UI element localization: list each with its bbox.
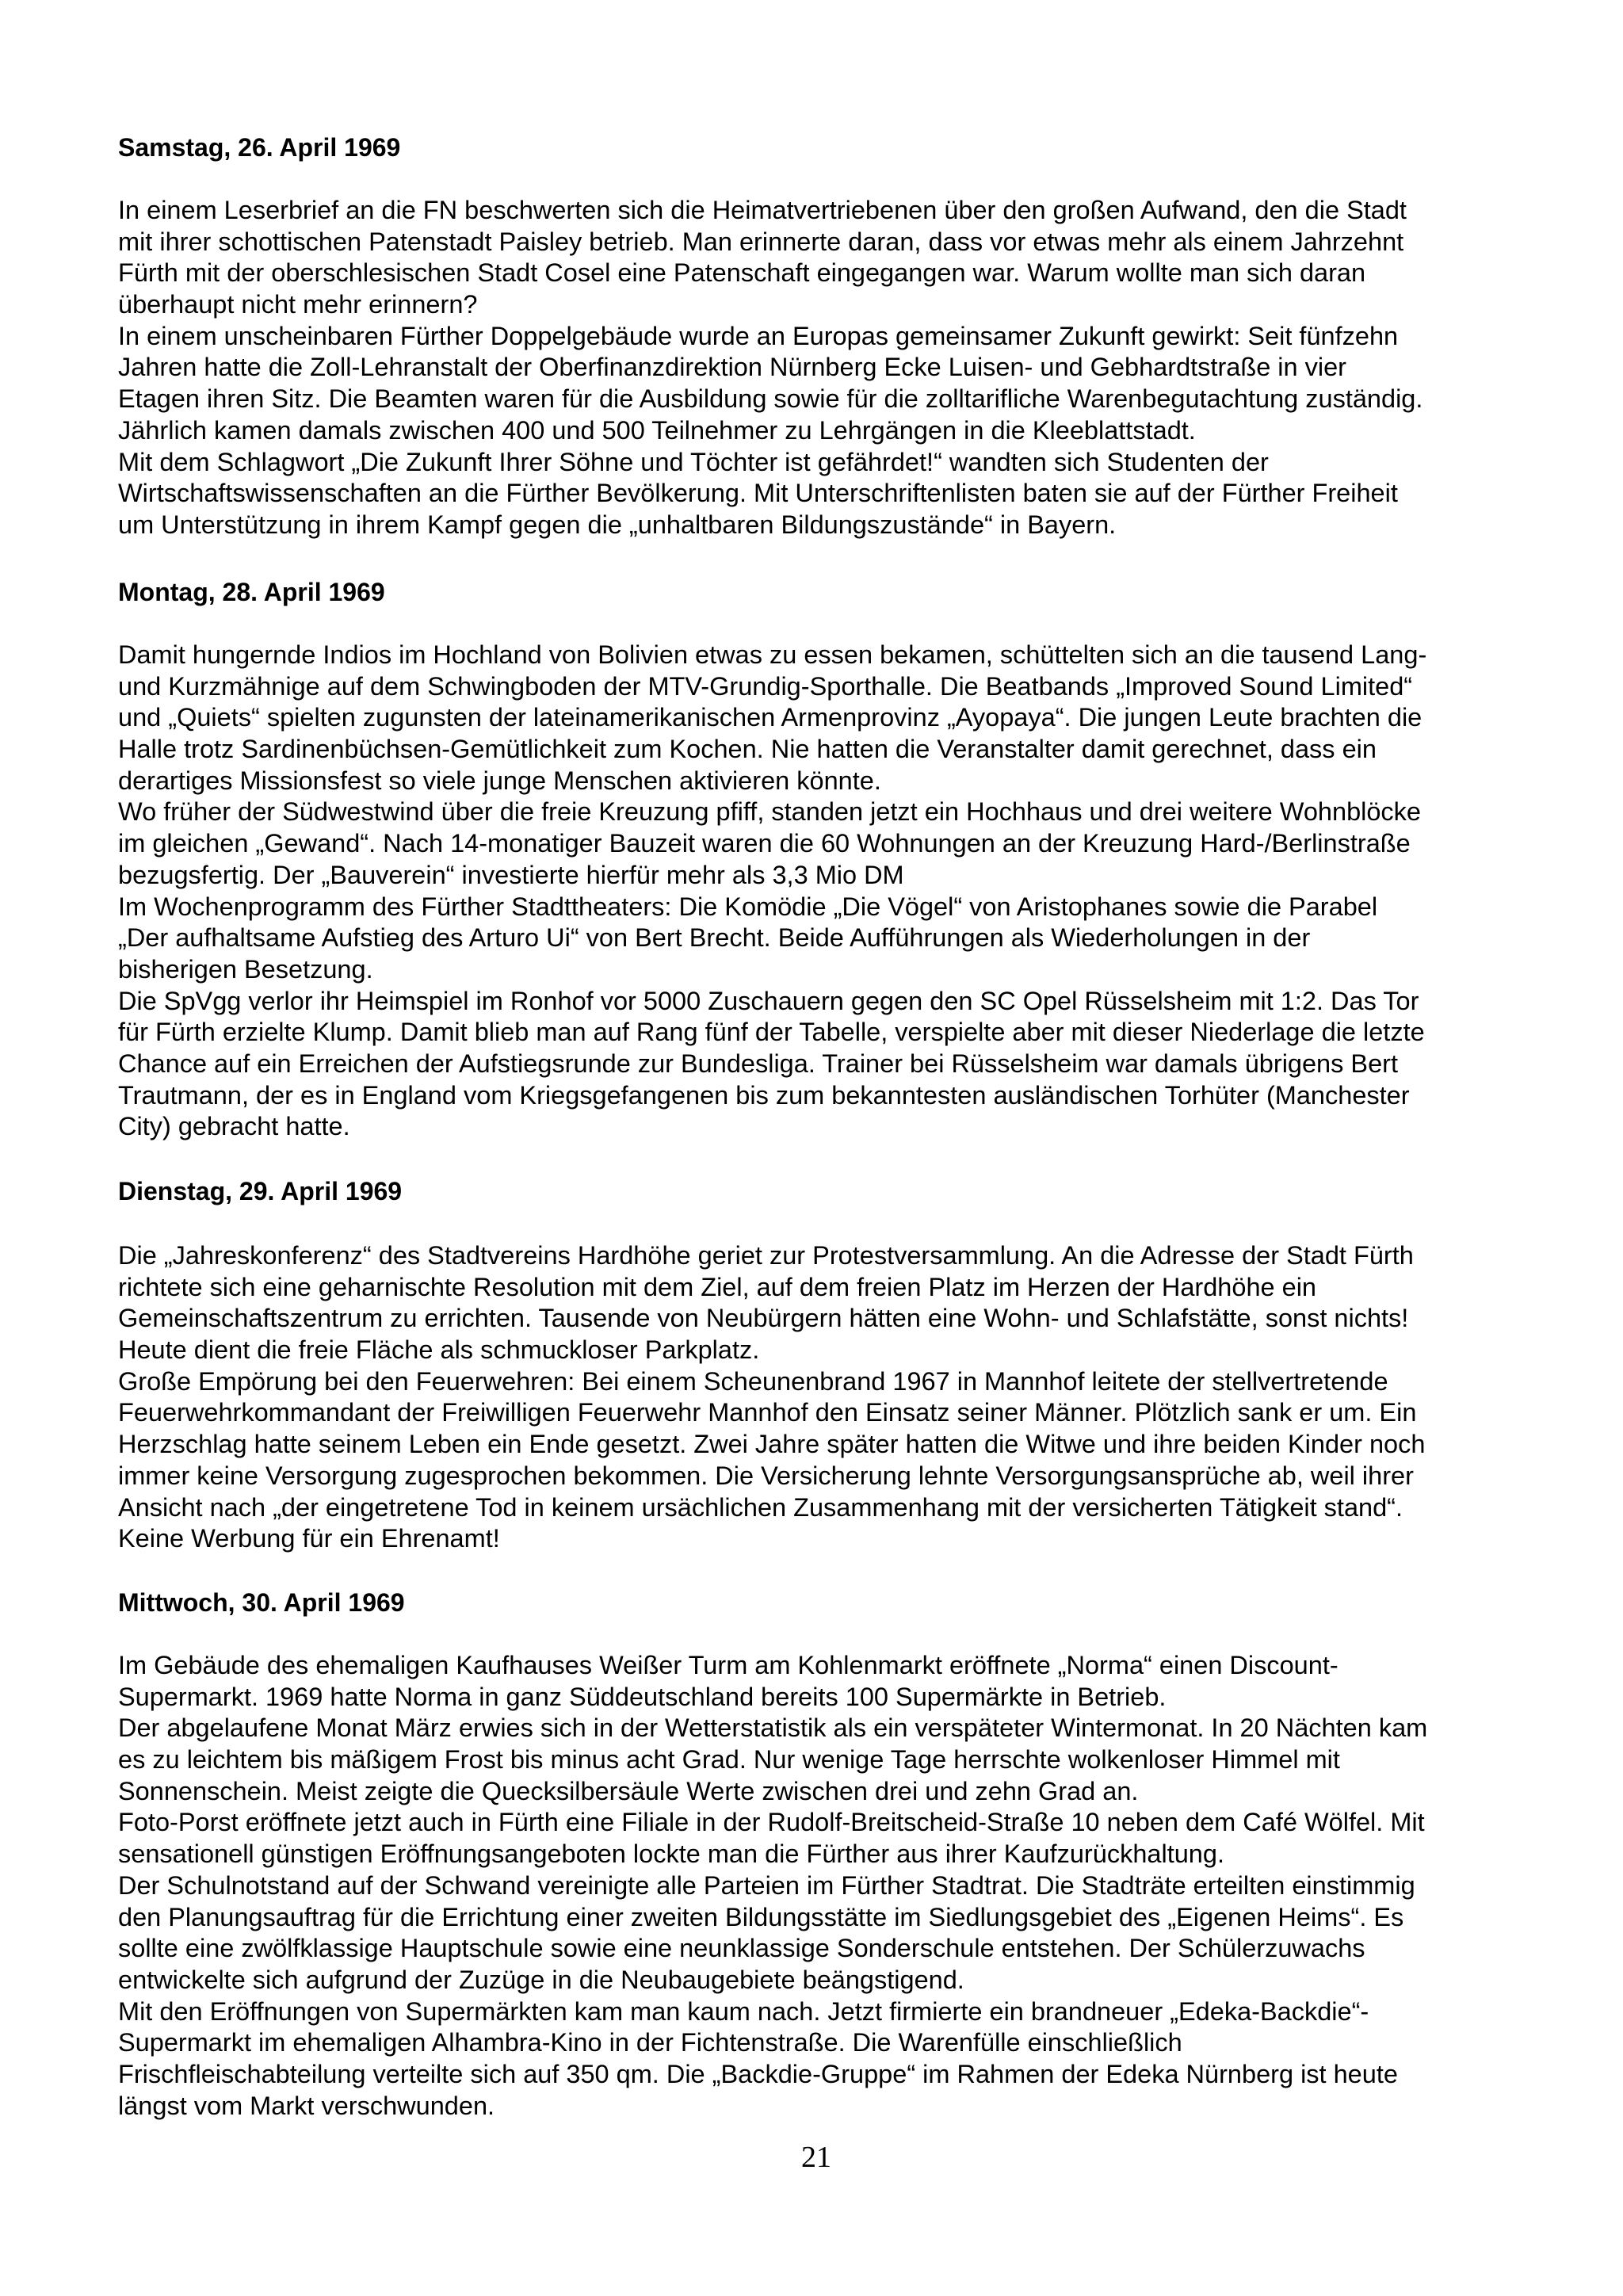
text-line: In einem Leserbrief an die FN beschwerten sich die Heimatvertriebenen über den großen Aufwand, den die Stadt [118,196,1407,224]
section-mittwoch [118,1587,1545,2122]
text-line: derartiges Missionsfest so viele junge Menschen aktivieren könnte. [118,766,881,795]
text-line: Mit den Eröffnungen von Supermärkten kam man kaum nach. Jetzt firmierte ein brandneuer „Edeka-Backdie“- [118,1996,1369,2026]
text-line: um Unterstützung in ihrem Kampf gegen die „unhaltbaren Bildungszustände“ in Bayern. [118,510,1117,539]
text-line: Im Gebäude des ehemaligen Kaufhauses Weißer Turm am Kohlenmarkt eröffnete „Norma“ einen Discount- [118,1651,1338,1679]
section-montag [118,576,1545,1143]
text-line: richtete sich eine geharnischte Resolution mit dem Ziel, auf dem freien Platz im Herzen der Hardhöhe ein [118,1272,1316,1301]
section-body [118,1240,1545,1555]
text-line: längst vom Markt verschwunden. [118,2091,495,2120]
text-line: Keine Werbung für ein Ehrenamt! [118,1524,500,1553]
text-line: sensationell günstigen Eröffnungsangeboten lockte man die Fürther aus ihrer Kaufzurückhaltung. [118,1839,1224,1869]
section-dienstag [118,1175,1545,1555]
section-body [118,1650,1545,2122]
text-line: City) gebracht hatte. [118,1112,350,1141]
text-line: Gemeinschaftszentrum zu errichten. Tausende von Neubürgern hätten eine Wohn- und Schlafstätte, sonst nichts! [118,1304,1409,1333]
section-body [118,640,1545,1143]
text-line: Trautmann, der es in England vom Kriegsgefangenen bis zum bekanntesten ausländischen Torhüter (Manchester [118,1080,1410,1110]
text-line: und Kurzmähnige auf dem Schwingboden der MTV-Grundig-Sporthalle. Die Beatbands „Improved Sound Limited“ [118,671,1413,701]
text-line: Fürth mit der oberschlesischen Stadt Cosel eine Patenschaft eingegangen war. Warum wollte man sich daran [118,258,1366,288]
section-body [118,195,1545,541]
text-line: Frischfleischabteilung verteilte sich auf 350 qm. Die „Backdie-Gruppe“ im Rahmen der Edeka Nürnberg ist heute [118,2059,1398,2088]
text-line: Supermarkt. 1969 hatte Norma in ganz Süddeutschland bereits 100 Supermärkte in Betrieb. [118,1682,1167,1711]
text-line: Der Schulnotstand auf der Schwand vereinigte alle Parteien im Fürther Stadtrat. Die Stadträte erteilten einstimmig [118,1870,1415,1900]
text-line: überhaupt nicht mehr erinnern? [118,290,478,319]
text-line: Die SpVgg verlor ihr Heimspiel im Ronhof vor 5000 Zuschauern gegen den SC Opel Rüsselsheim mit 1:2. Das Tor [118,986,1419,1015]
text-line: den Planungsauftrag für die Errichtung einer zweiten Bildungsstätte im Siedlungsgebiet des „Eigenen Heims“. Es [118,1902,1404,1931]
text-line: immer keine Versorgung zugesprochen bekommen. Die Versicherung lehnte Versorgungsansprüche ab, weil ihrer [118,1461,1414,1490]
text-line: Herzschlag hatte seinem Leben ein Ende gesetzt. Zwei Jahre später hatten die Witwe und ihre beiden Kinder noch [118,1430,1426,1459]
text-line: Supermarkt im ehemaligen Alhambra-Kino in der Fichtenstraße. Die Warenfülle einschließlich [118,2028,1182,2057]
text-line: für Fürth erzielte Klump. Damit blieb man auf Rang fünf der Tabelle, verspielte aber mit dieser Niederlage die letzte [118,1018,1425,1047]
text-line: Jährlich kamen damals zwischen 400 und 500 Teilnehmer zu Lehrgängen in die Kleeblattstadt. [118,415,1196,445]
text-line: es zu leichtem bis mäßigem Frost bis minus acht Grad. Nur wenige Tage herrschte wolkenloser Himmel mit [118,1745,1340,1775]
text-line: Mit dem Schlagwort „Die Zukunft Ihrer Söhne und Töchter ist gefährdet!“ wandten sich Studenten der [118,447,1269,476]
text-line: Heute dient die freie Fläche als schmuckloser Parkplatz. [118,1335,760,1365]
text-line: Im Wochenprogramm des Fürther Stadttheaters: Die Komödie „Die Vögel“ von Aristophanes sowie die Parabel [118,892,1378,921]
text-line: sollte eine zwölfklassige Hauptschule sowie eine neunklassige Sonderschule entstehen. Der Schülerzuwachs [118,1934,1365,1963]
text-line: mit ihrer schottischen Patenstadt Paisley betrieb. Man erinnerte daran, dass vor etwas mehr als einem Jahrzehnt [118,227,1404,256]
text-line: Etagen ihren Sitz. Die Beamten waren für die Ausbildung sowie für die zolltarifliche Warenbegutachtung zuständig. [118,384,1423,414]
text-line: Feuerwehrkommandant der Freiwilligen Feuerwehr Mannhof den Einsatz seiner Männer. Plötzlich sank er um. Ein [118,1398,1417,1427]
text-line: Foto-Porst eröffnete jetzt auch in Fürth eine Filiale in der Rudolf-Breitscheid-Straße 10 neben dem Café Wölfel. Mit [118,1808,1425,1837]
text-line: Wo früher der Südwestwind über die freie Kreuzung pfiff, standen jetzt ein Hochhaus und drei weitere Wohnblöcke [118,797,1422,827]
text-line: „Der aufhaltsame Aufstieg des Arturo Ui“ von Bert Brecht. Beide Aufführungen als Wiederholungen in der [118,923,1311,953]
text-line: Damit hungernde Indios im Hochland von Bolivien etwas zu essen bekamen, schüttelten sich an die tausend Lang- [118,640,1427,669]
text-line: Halle trotz Sardinenbüchsen-Gemütlichkeit zum Kochen. Nie hatten die Veranstalter damit gerechnet, dass ein [118,735,1377,764]
text-line: Der abgelaufene Monat März erwies sich in der Wetterstatistik als ein verspäteter Wintermonat. In 20 Nächten kam [118,1713,1428,1743]
text-line: bisherigen Besetzung. [118,954,373,984]
section-samstag [118,132,1545,541]
text-line: Jahren hatte die Zoll-Lehranstalt der Oberfinanzdirektion Nürnberg Ecke Luisen- und Gebhardtstraße in vier [118,353,1347,382]
section-heading: Mittwoch, 30. April 1969 [118,1588,405,1617]
section-heading: Samstag, 26. April 1969 [118,133,401,162]
text-line: bezugsfertig. Der „Bauverein“ investierte hierfür mehr als 3,3 Mio DM [118,860,904,889]
text-line: Wirtschaftswissenschaften an die Fürther Bevölkerung. Mit Unterschriftenlisten baten sie auf der Fürther Freiheit [118,479,1398,508]
text-line: Ansicht nach „der eingetretene Tod in keinem ursächlichen Zusammenhang mit der versicherten Tätigkeit stand“. [118,1492,1403,1522]
text-line: entwickelte sich aufgrund der Zuzüge in die Neubaugebiete beängstigend. [118,1965,964,1994]
text-line: Große Empörung bei den Feuerwehren: Bei einem Scheunenbrand 1967 in Mannhof leitete der stellvertretende [118,1366,1388,1396]
text-line: In einem unscheinbaren Fürther Doppelgebäude wurde an Europas gemeinsamer Zukunft gewirkt: Seit fünfzehn [118,321,1399,350]
text-line: im gleichen „Gewand“. Nach 14-monatiger Bauzeit waren die 60 Wohnungen an der Kreuzung Hard-/Berlinstraße [118,829,1411,858]
text-line: Chance auf ein Erreichen der Aufstiegsrunde zur Bundesliga. Trainer bei Rüsselsheim war damals übrigens Bert [118,1049,1399,1078]
text-line: Die „Jahreskonferenz“ des Stadtvereins Hardhöhe geriet zur Protestversammlung. An die Adresse der Stadt Fürth [118,1241,1414,1270]
section-heading: Dienstag, 29. April 1969 [118,1177,403,1205]
text-line: und „Quiets“ spielten zugunsten der lateinamerikanischen Armenprovinz „Ayopaya“. Die jungen Leute brachten die [118,703,1423,732]
page-number: 21 [801,2141,831,2174]
text-line: Sonnenschein. Meist zeigte die Quecksilbersäule Werte zwischen drei und zehn Grad an. [118,1776,1139,1805]
section-heading: Montag, 28. April 1969 [118,578,385,606]
